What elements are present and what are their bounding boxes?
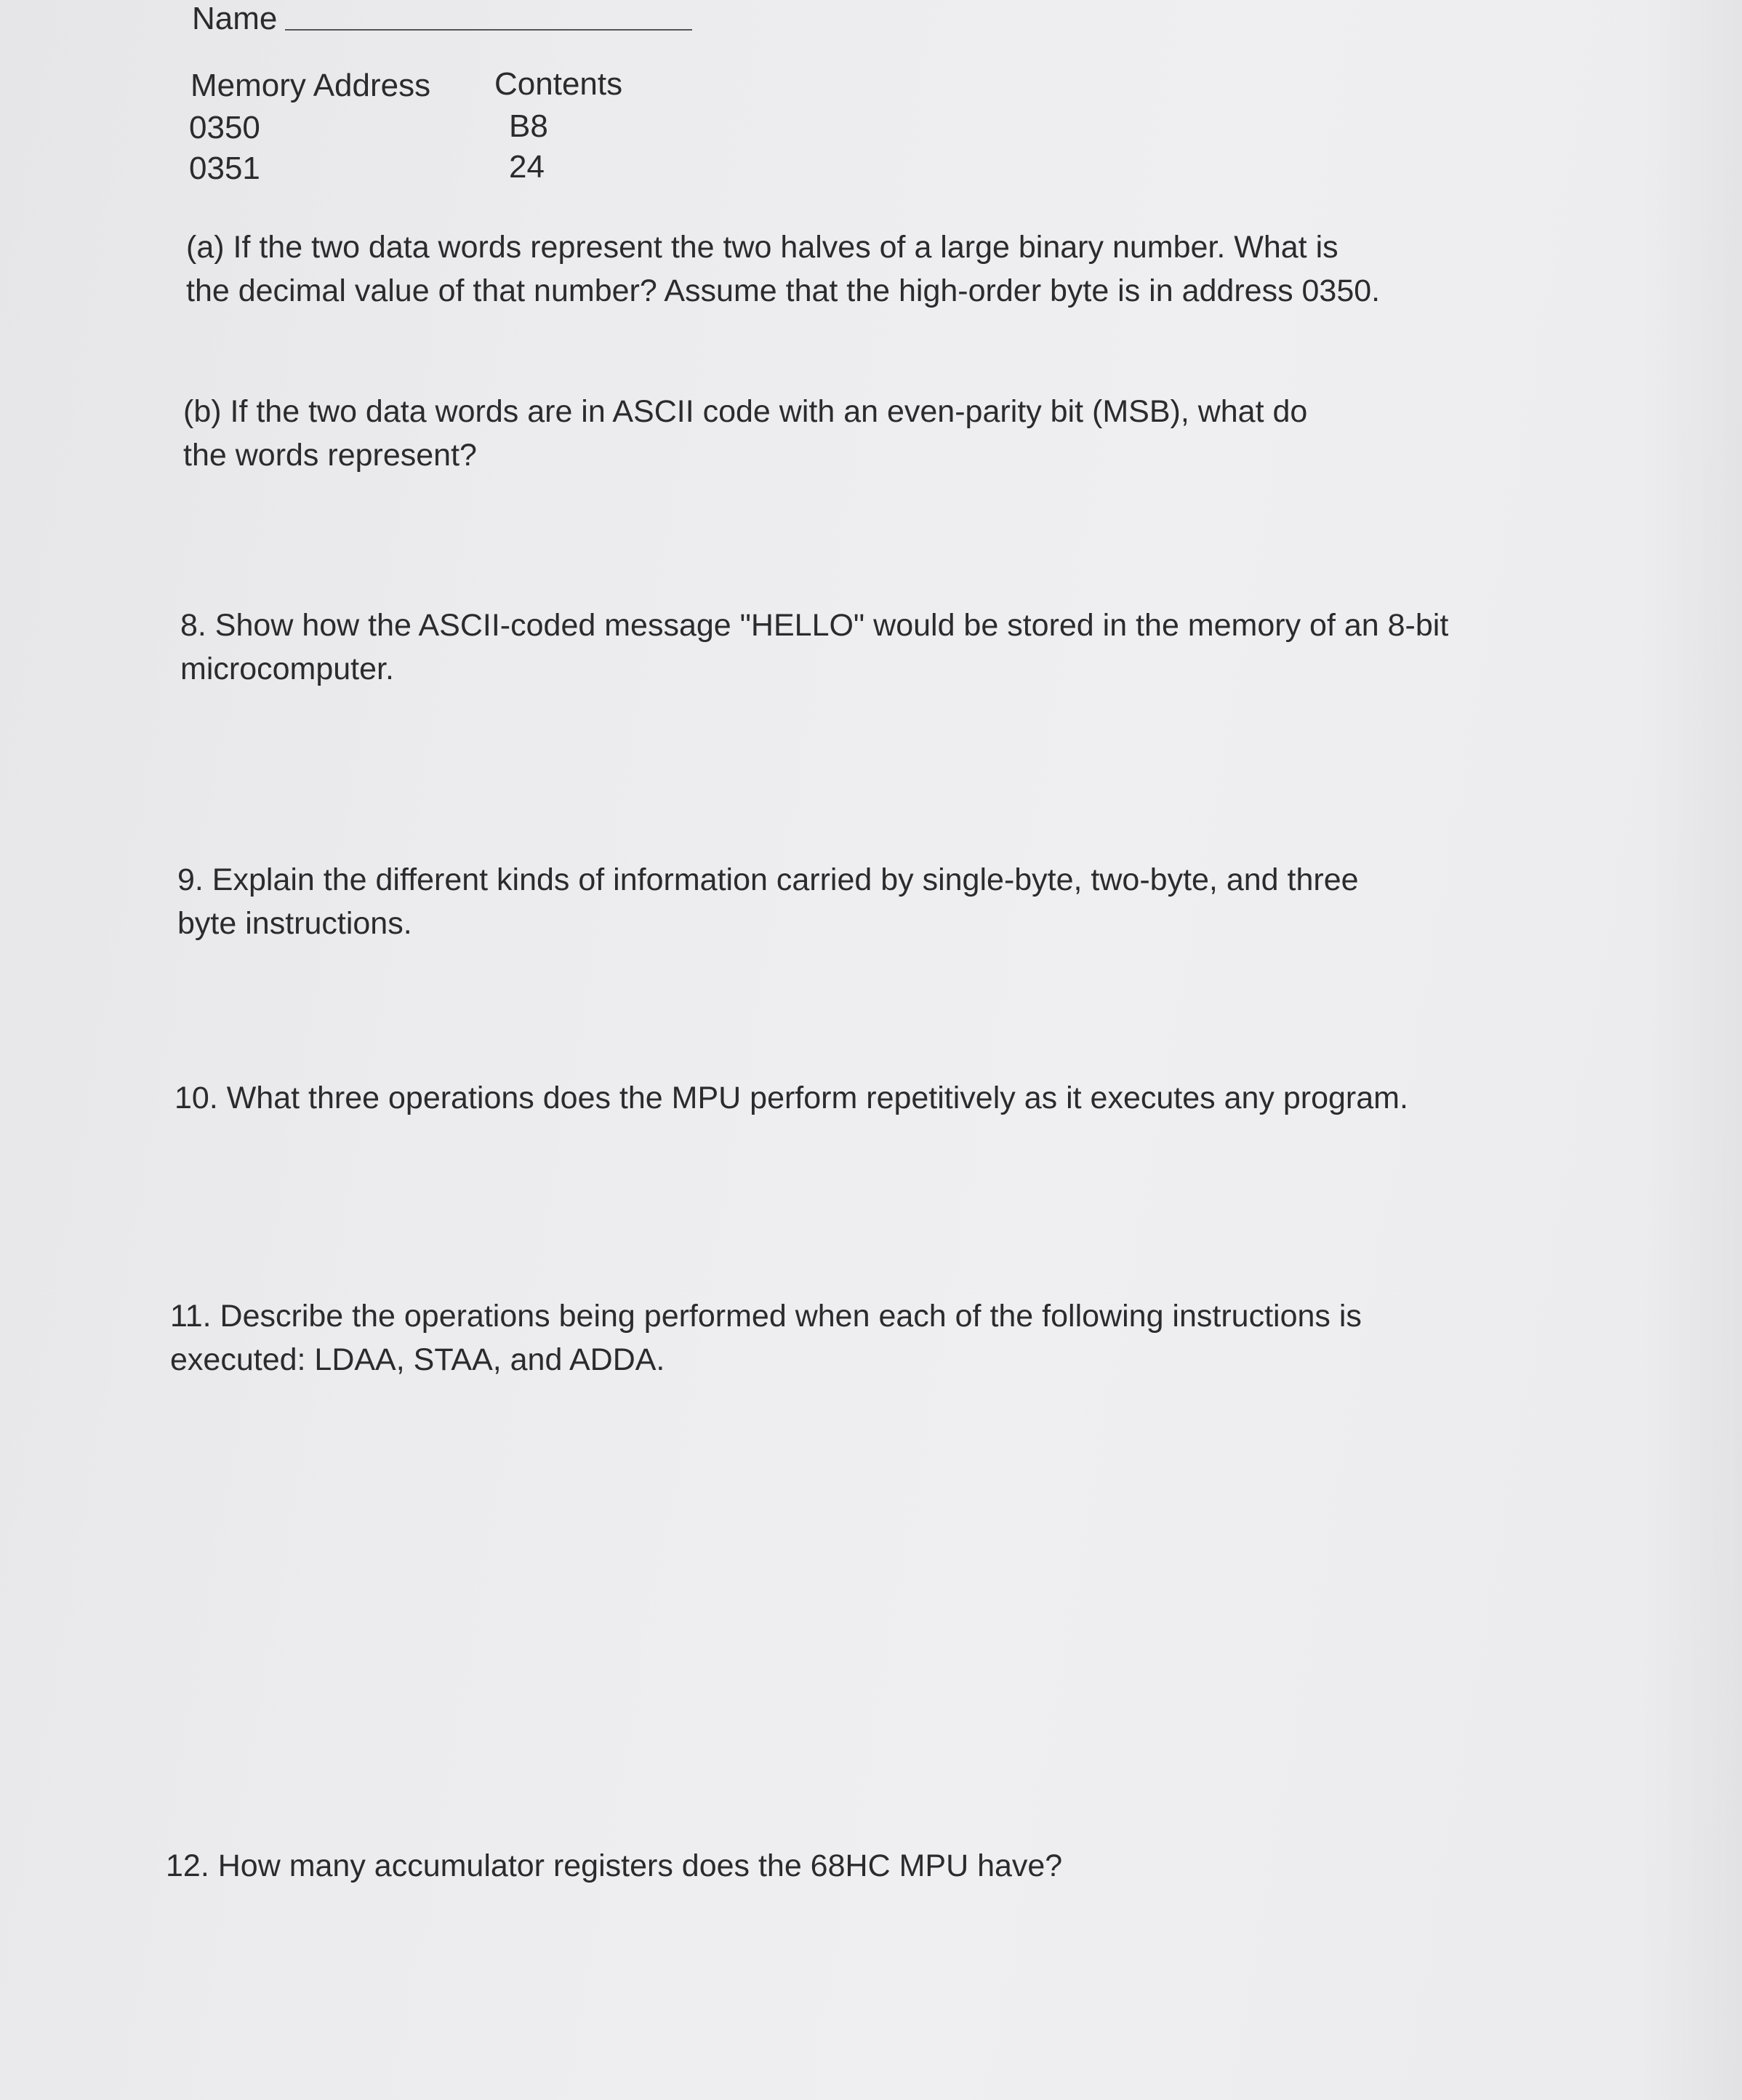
name-blank-line[interactable] — [285, 29, 692, 31]
contents-cell: B8 — [509, 108, 548, 144]
address-cell: 0351 — [189, 151, 260, 186]
contents-header: Contents — [494, 66, 623, 102]
question-b-line-2: the words represent? — [183, 438, 477, 473]
contents-cell: 24 — [509, 149, 545, 185]
memory-address-header: Memory Address — [190, 68, 431, 103]
question-b-line-1: (b) If the two data words are in ASCII code with an even-parity bit (MSB), what do — [183, 394, 1308, 429]
question-a-line-2: the decimal value of that number? Assume that the high-order byte is in address 0350. — [186, 273, 1381, 308]
question-a-line-1: (a) If the two data words represent the two halves of a large binary number. What is — [186, 230, 1338, 265]
question-11-line-1: 11. Describe the operations being performed when each of the following instructions is — [170, 1299, 1362, 1334]
address-cell: 0350 — [189, 110, 260, 145]
question-11 — [170, 1294, 1362, 1382]
question-12 — [166, 1844, 1062, 1888]
question-9 — [177, 858, 1359, 945]
page-shadow — [1640, 0, 1742, 2100]
question-8 — [180, 604, 1448, 691]
question-8-line-2: microcomputer. — [180, 652, 394, 686]
question-b — [183, 390, 1307, 477]
question-10 — [174, 1076, 1408, 1120]
name-label: Name — [192, 1, 278, 36]
question-12-line-1: 12. How many accumulator registers does the 68HC MPU have? — [166, 1848, 1063, 1883]
question-a — [186, 225, 1380, 313]
question-11-line-2: executed: LDAA, STAA, and ADDA. — [170, 1342, 665, 1377]
question-10-line-1: 10. What three operations does the MPU perform repetitively as it executes any program. — [174, 1081, 1408, 1115]
question-9-line-1: 9. Explain the different kinds of information carried by single-byte, two-byte, and three — [177, 862, 1359, 897]
question-9-line-2: byte instructions. — [177, 906, 412, 941]
question-8-line-1: 8. Show how the ASCII-coded message "HELLO" would be stored in the memory of an 8-bit — [180, 608, 1449, 643]
